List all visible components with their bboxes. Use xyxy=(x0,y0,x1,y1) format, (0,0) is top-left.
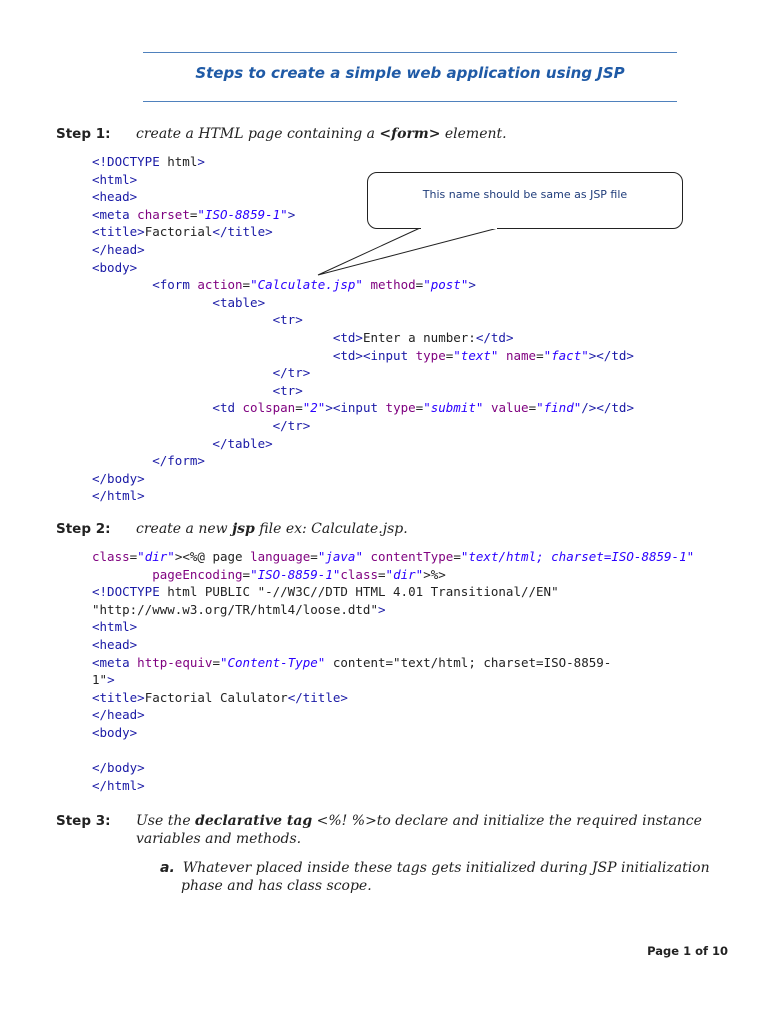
code1-line: <table> xyxy=(212,294,266,310)
code1-line: </tr> xyxy=(272,365,311,381)
page-title: Steps to create a simple web application using JSP xyxy=(195,64,625,82)
code1-line: </table> xyxy=(212,435,273,451)
code1-line: <tr> xyxy=(272,312,303,328)
code2-line: class="dir"><%@ page language="java" contentType="text/html; charset=ISO-8859-1" xyxy=(92,549,695,564)
code1-line: <body> xyxy=(92,259,138,275)
code1-line: </form> xyxy=(152,453,205,469)
step3-sub-item-a: a. Whatever placed inside these tags gets initialized during JSP initialization phase and has class scope. xyxy=(160,860,710,894)
step2-text: create a new jsp file ex: Calculate.jsp. xyxy=(136,521,408,537)
code1-line: <td>Enter a number:</td> xyxy=(332,329,514,345)
page-number: Page 1 of 10 xyxy=(647,944,728,958)
code1-line: <td colspan="2"><input type="submit" value="find"/></td> xyxy=(212,400,634,416)
step3-text: Use the declarative tag <%! %>to declare and initialize the required instance variables and methods. xyxy=(136,813,702,847)
code2-line: </body> xyxy=(92,760,145,776)
code1-line: </head> xyxy=(92,241,145,257)
step2-label: Step 2: xyxy=(56,521,111,537)
code2-line: <html> xyxy=(92,619,138,635)
code1-line: </html> xyxy=(92,488,145,504)
callout-text: This name should be same as JSP file xyxy=(422,188,628,201)
code2-line: <!DOCTYPE html PUBLIC "-//W3C//DTD HTML 4.01 Transitional//EN" xyxy=(92,584,559,600)
code2-line: <meta http-equiv="Content-Type" content="text/html; charset=ISO-8859- xyxy=(92,654,612,670)
code2-line xyxy=(92,742,694,760)
code1-line: <tr> xyxy=(272,382,303,398)
code2-line: </head> xyxy=(92,707,145,723)
code2-line: 1"> xyxy=(92,672,115,688)
step3-label: Step 3: xyxy=(56,813,111,829)
code1-line: <td><input type="text" name="fact"></td> xyxy=(332,347,634,363)
code2-line: </html> xyxy=(92,777,145,793)
code1-line: </tr> xyxy=(272,417,311,433)
code1-line: <meta charset="ISO-8859-1"> xyxy=(92,206,296,222)
step1-label: Step 1: xyxy=(56,126,111,142)
code1-line: <title>Factorial</title> xyxy=(92,224,273,240)
code1-line: <!DOCTYPE html> xyxy=(92,154,205,169)
code2-line: pageEncoding="ISO-8859-1"class="dir">%> xyxy=(152,566,446,582)
code1-line: <form action="Calculate.jsp" method="post"> xyxy=(152,277,476,293)
code2-line: <head> xyxy=(92,636,138,652)
code1-line: <html> xyxy=(92,171,138,187)
step1-text: create a HTML page containing a <form> element. xyxy=(136,126,507,142)
callout-box xyxy=(367,172,683,229)
code-block-jsp xyxy=(92,548,694,794)
code2-line: <title>Factorial Calulator</title> xyxy=(92,689,348,705)
code1-line: <head> xyxy=(92,189,138,205)
code1-line: </body> xyxy=(92,470,145,486)
code2-line: "http://www.w3.org/TR/html4/loose.dtd"> xyxy=(92,601,386,617)
code2-line: <body> xyxy=(92,724,138,740)
